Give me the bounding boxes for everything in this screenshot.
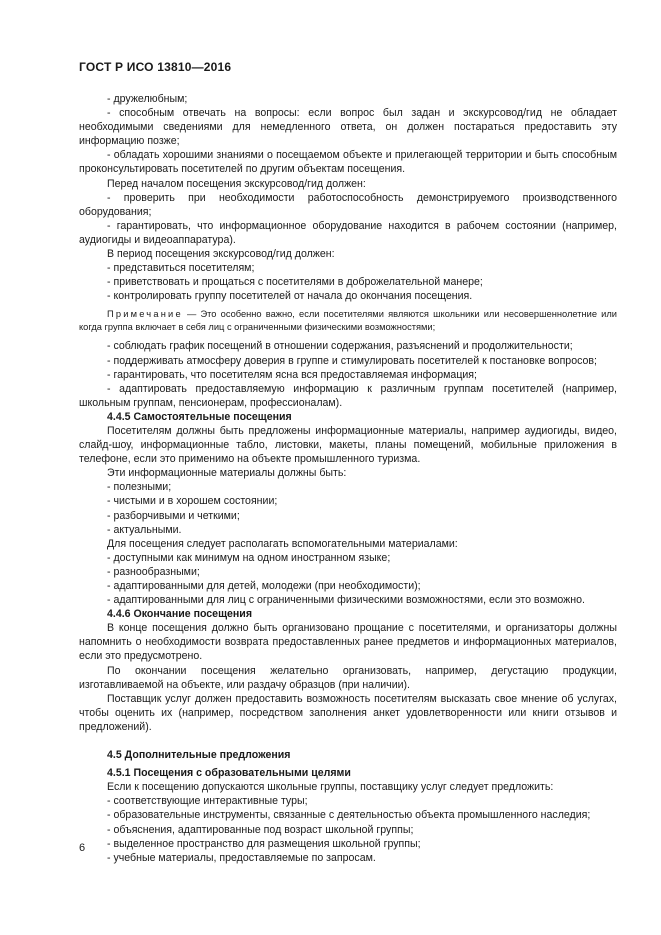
list-item: - полезными; bbox=[107, 481, 172, 494]
list-item: - адаптировать предоставляемую информацию к различным группам посетителей (например, школьным группам, пенсионерам, профессионалам). bbox=[79, 382, 617, 409]
section-heading: 4.4.5 Самостоятельные посещения bbox=[107, 410, 292, 423]
list-item: - доступными как минимум на одном иностранном языке; bbox=[107, 551, 391, 564]
list-item: - соблюдать график посещений в отношении содержания, разъяснений и продолжительности; bbox=[107, 340, 573, 353]
subsection-heading: 4.5.1 Посещения с образовательными целями bbox=[107, 767, 351, 780]
paragraph: В период посещения экскурсовод/гид должен: bbox=[107, 248, 335, 261]
list-item: - адаптированными для детей, молодежи (при необходимости); bbox=[107, 580, 421, 592]
page-number: 6 bbox=[79, 842, 86, 854]
list-item: - актуальными. bbox=[107, 523, 182, 536]
document-body bbox=[79, 92, 617, 865]
paragraph: Для посещения следует располагать вспомогательными материалами: bbox=[107, 537, 458, 550]
paragraph: Поставщик услуг должен предоставить возможность посетителям высказать свое мнение об услугах, чтобы оценить их (например, посредством заполнения анкет удовлетворенности или книги отзывов и предложений). bbox=[79, 692, 617, 733]
list-item: - объяснения, адаптированные под возраст школьной группы; bbox=[107, 823, 414, 836]
note bbox=[79, 308, 617, 333]
section-heading: 4.4.6 Окончание посещения bbox=[107, 608, 253, 621]
section-heading: 4.5 Дополнительные предложения bbox=[107, 749, 291, 762]
list-item: - чистыми и в хорошем состоянии; bbox=[107, 495, 278, 508]
paragraph: Если к посещению допускаются школьные группы, поставщику услуг следует предложить: bbox=[107, 781, 554, 794]
list-item: - дружелюбным; bbox=[107, 93, 188, 105]
paragraph: Посетителям должны быть предложены информационные материалы, например аудиогиды, видео, слайд-шоу, информационные табло, листовки, макеты, планы помещений, мобильные приложения в телефоне, если это применимо на объекте промышленного туризма. bbox=[79, 424, 617, 466]
list-item: - способным отвечать на вопросы: если вопрос был задан и экскурсовод/гид не обладает необходимыми сведениями для немедленного ответа, он должен постараться предоставить эту информацию позже; bbox=[79, 107, 617, 148]
list-item: - обладать хорошими знаниями о посещаемом объекте и прилегающей территории и быть способным проконсультировать посетителей по другим объектам посещения. bbox=[79, 149, 617, 176]
list-item: - адаптированными для лиц с ограниченными физическими возможностями, если это возможно. bbox=[107, 594, 585, 607]
list-item: - разнообразными; bbox=[107, 565, 200, 578]
list-item: - учебные материалы, предоставляемые по запросам. bbox=[107, 851, 376, 864]
list-item: - соответствующие интерактивные туры; bbox=[107, 795, 308, 808]
list-item: - образовательные инструменты, связанные с деятельностью объекта промышленного наследия; bbox=[107, 809, 591, 822]
list-item: - проверить при необходимости работоспособность демонстрируемого производственного оборудования; bbox=[79, 191, 617, 218]
list-item: - разборчивыми и четкими; bbox=[107, 509, 240, 522]
list-item: - выделенное пространство для размещения школьной группы; bbox=[107, 837, 421, 850]
document-header: ГОСТ Р ИСО 13810—2016 bbox=[79, 60, 232, 74]
list-item: - контролировать группу посетителей от начала до окончания посещения. bbox=[107, 290, 473, 303]
list-item: - приветствовать и прощаться с посетителями в доброжелательной манере; bbox=[107, 276, 483, 289]
list-item: - гарантировать, что информационное оборудование находится в рабочем состоянии (например, аудиогиды и видеоаппаратура). bbox=[79, 219, 617, 246]
list-item: - поддерживать атмосферу доверия в группе и стимулировать посетителей к постановке вопросов; bbox=[107, 354, 597, 367]
note-text: — Это особенно важно, если посетителями являются школьники или несовершеннолетние или когда группа включает в себя лиц с ограниченными физическими возможностями; bbox=[79, 309, 617, 332]
paragraph: Эти информационные материалы должны быть: bbox=[107, 467, 347, 480]
paragraph: По окончании посещения желательно организовать, например, дегустацию продукции, изготавливаемой на объекте, или раздачу образцов (при наличии). bbox=[79, 664, 617, 691]
list-item: - гарантировать, что посетителям ясна вся предоставляемая информация; bbox=[107, 368, 477, 381]
list-item: - представиться посетителям; bbox=[107, 262, 255, 275]
paragraph: В конце посещения должно быть организовано прощание с посетителями, и организаторы должны напомнить о необходимости возврата предоставленных ранее предметов и информационных материалов, если это предусмотрено. bbox=[79, 622, 617, 663]
paragraph: Перед началом посещения экскурсовод/гид должен: bbox=[107, 177, 366, 190]
note-label: Примечание bbox=[107, 309, 183, 320]
